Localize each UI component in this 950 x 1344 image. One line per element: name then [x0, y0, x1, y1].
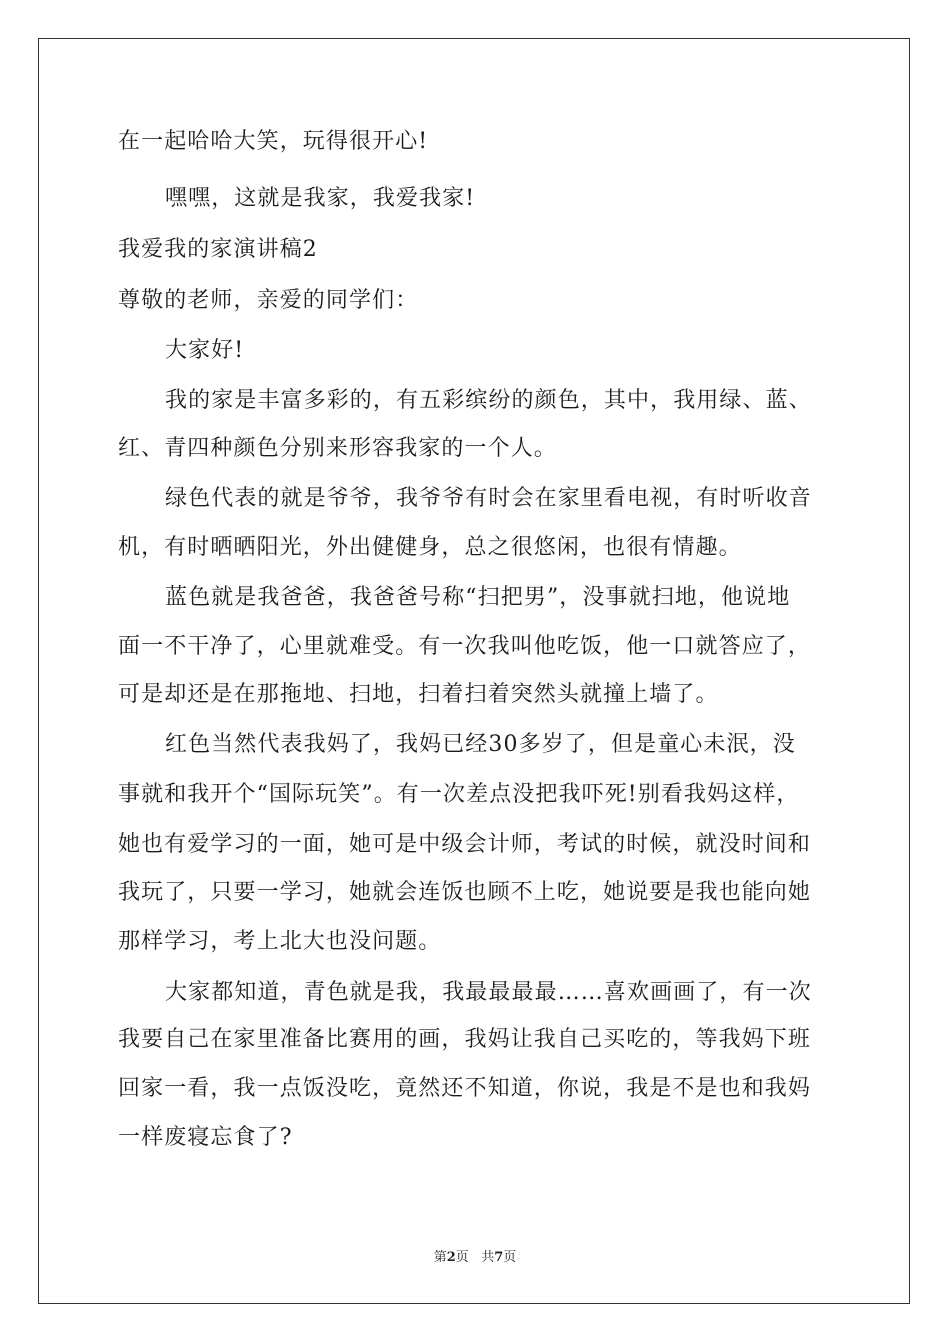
- text-line: 我玩了，只要一学习，她就会连饭也顾不上吃，她说要是我也能向她: [118, 880, 812, 905]
- page-label: 页: [455, 1250, 469, 1265]
- text-line: 绿色代表的就是爷爷，我爷爷有时会在家里看电视，有时听收音: [165, 486, 812, 511]
- text-line: 她也有爱学习的一面，她可是中级会计师，考试的时候，就没时间和: [118, 832, 812, 857]
- text-line: 蓝色就是我爸爸，我爸爸号称“扫把男”，没事就扫地，他说地: [165, 585, 791, 610]
- text-line: 机，有时晒晒阳光，外出健健身，总之很悠闲，也很有情趣。: [118, 535, 742, 560]
- text-line: 那样学习，考上北大也没问题。: [118, 929, 442, 954]
- text-line: 可是却还是在那拖地、扫地，扫着扫着突然头就撞上墙了。: [118, 682, 719, 707]
- text-line: 面一不干净了，心里就难受。有一次我叫他吃饭，他一口就答应了，: [118, 634, 812, 659]
- text-line: 红色当然代表我妈了，我妈已经30多岁了，但是童心未泯，没: [165, 732, 796, 757]
- text-line: 在一起哈哈大笑，玩得很开心!: [118, 129, 429, 154]
- text-line: 嘿嘿，这就是我家，我爱我家!: [165, 186, 476, 211]
- text-line: 一样废寝忘食了?: [118, 1125, 293, 1150]
- text-line: 事就和我开个“国际玩笑”。有一次差点没把我吓死!别看我妈这样，: [118, 782, 800, 807]
- page-border: [38, 38, 910, 1304]
- page-current: 2: [446, 1250, 456, 1265]
- text-line: 大家都知道，青色就是我，我最最最最……喜欢画画了，有一次: [165, 980, 812, 1005]
- page-prefix: 第: [433, 1250, 447, 1265]
- page-footer: [0, 1250, 950, 1266]
- total-label: 页: [503, 1250, 517, 1265]
- text-line: 我要自己在家里准备比赛用的画，我妈让我自己买吃的，等我妈下班: [118, 1027, 812, 1052]
- text-line: 红、青四种颜色分别来形容我家的一个人。: [118, 436, 557, 461]
- total-prefix: 共: [481, 1250, 495, 1265]
- section-heading: 我爱我的家演讲稿2: [118, 237, 318, 262]
- page-total: 7: [494, 1250, 504, 1265]
- greeting: 大家好!: [165, 338, 245, 363]
- text-line: 回家一看，我一点饭没吃，竟然还不知道，你说，我是不是也和我妈: [118, 1076, 812, 1101]
- text-line: 我的家是丰富多彩的，有五彩缤纷的颜色，其中，我用绿、蓝、: [165, 388, 812, 413]
- salutation: 尊敬的老师，亲爱的同学们：: [118, 288, 419, 313]
